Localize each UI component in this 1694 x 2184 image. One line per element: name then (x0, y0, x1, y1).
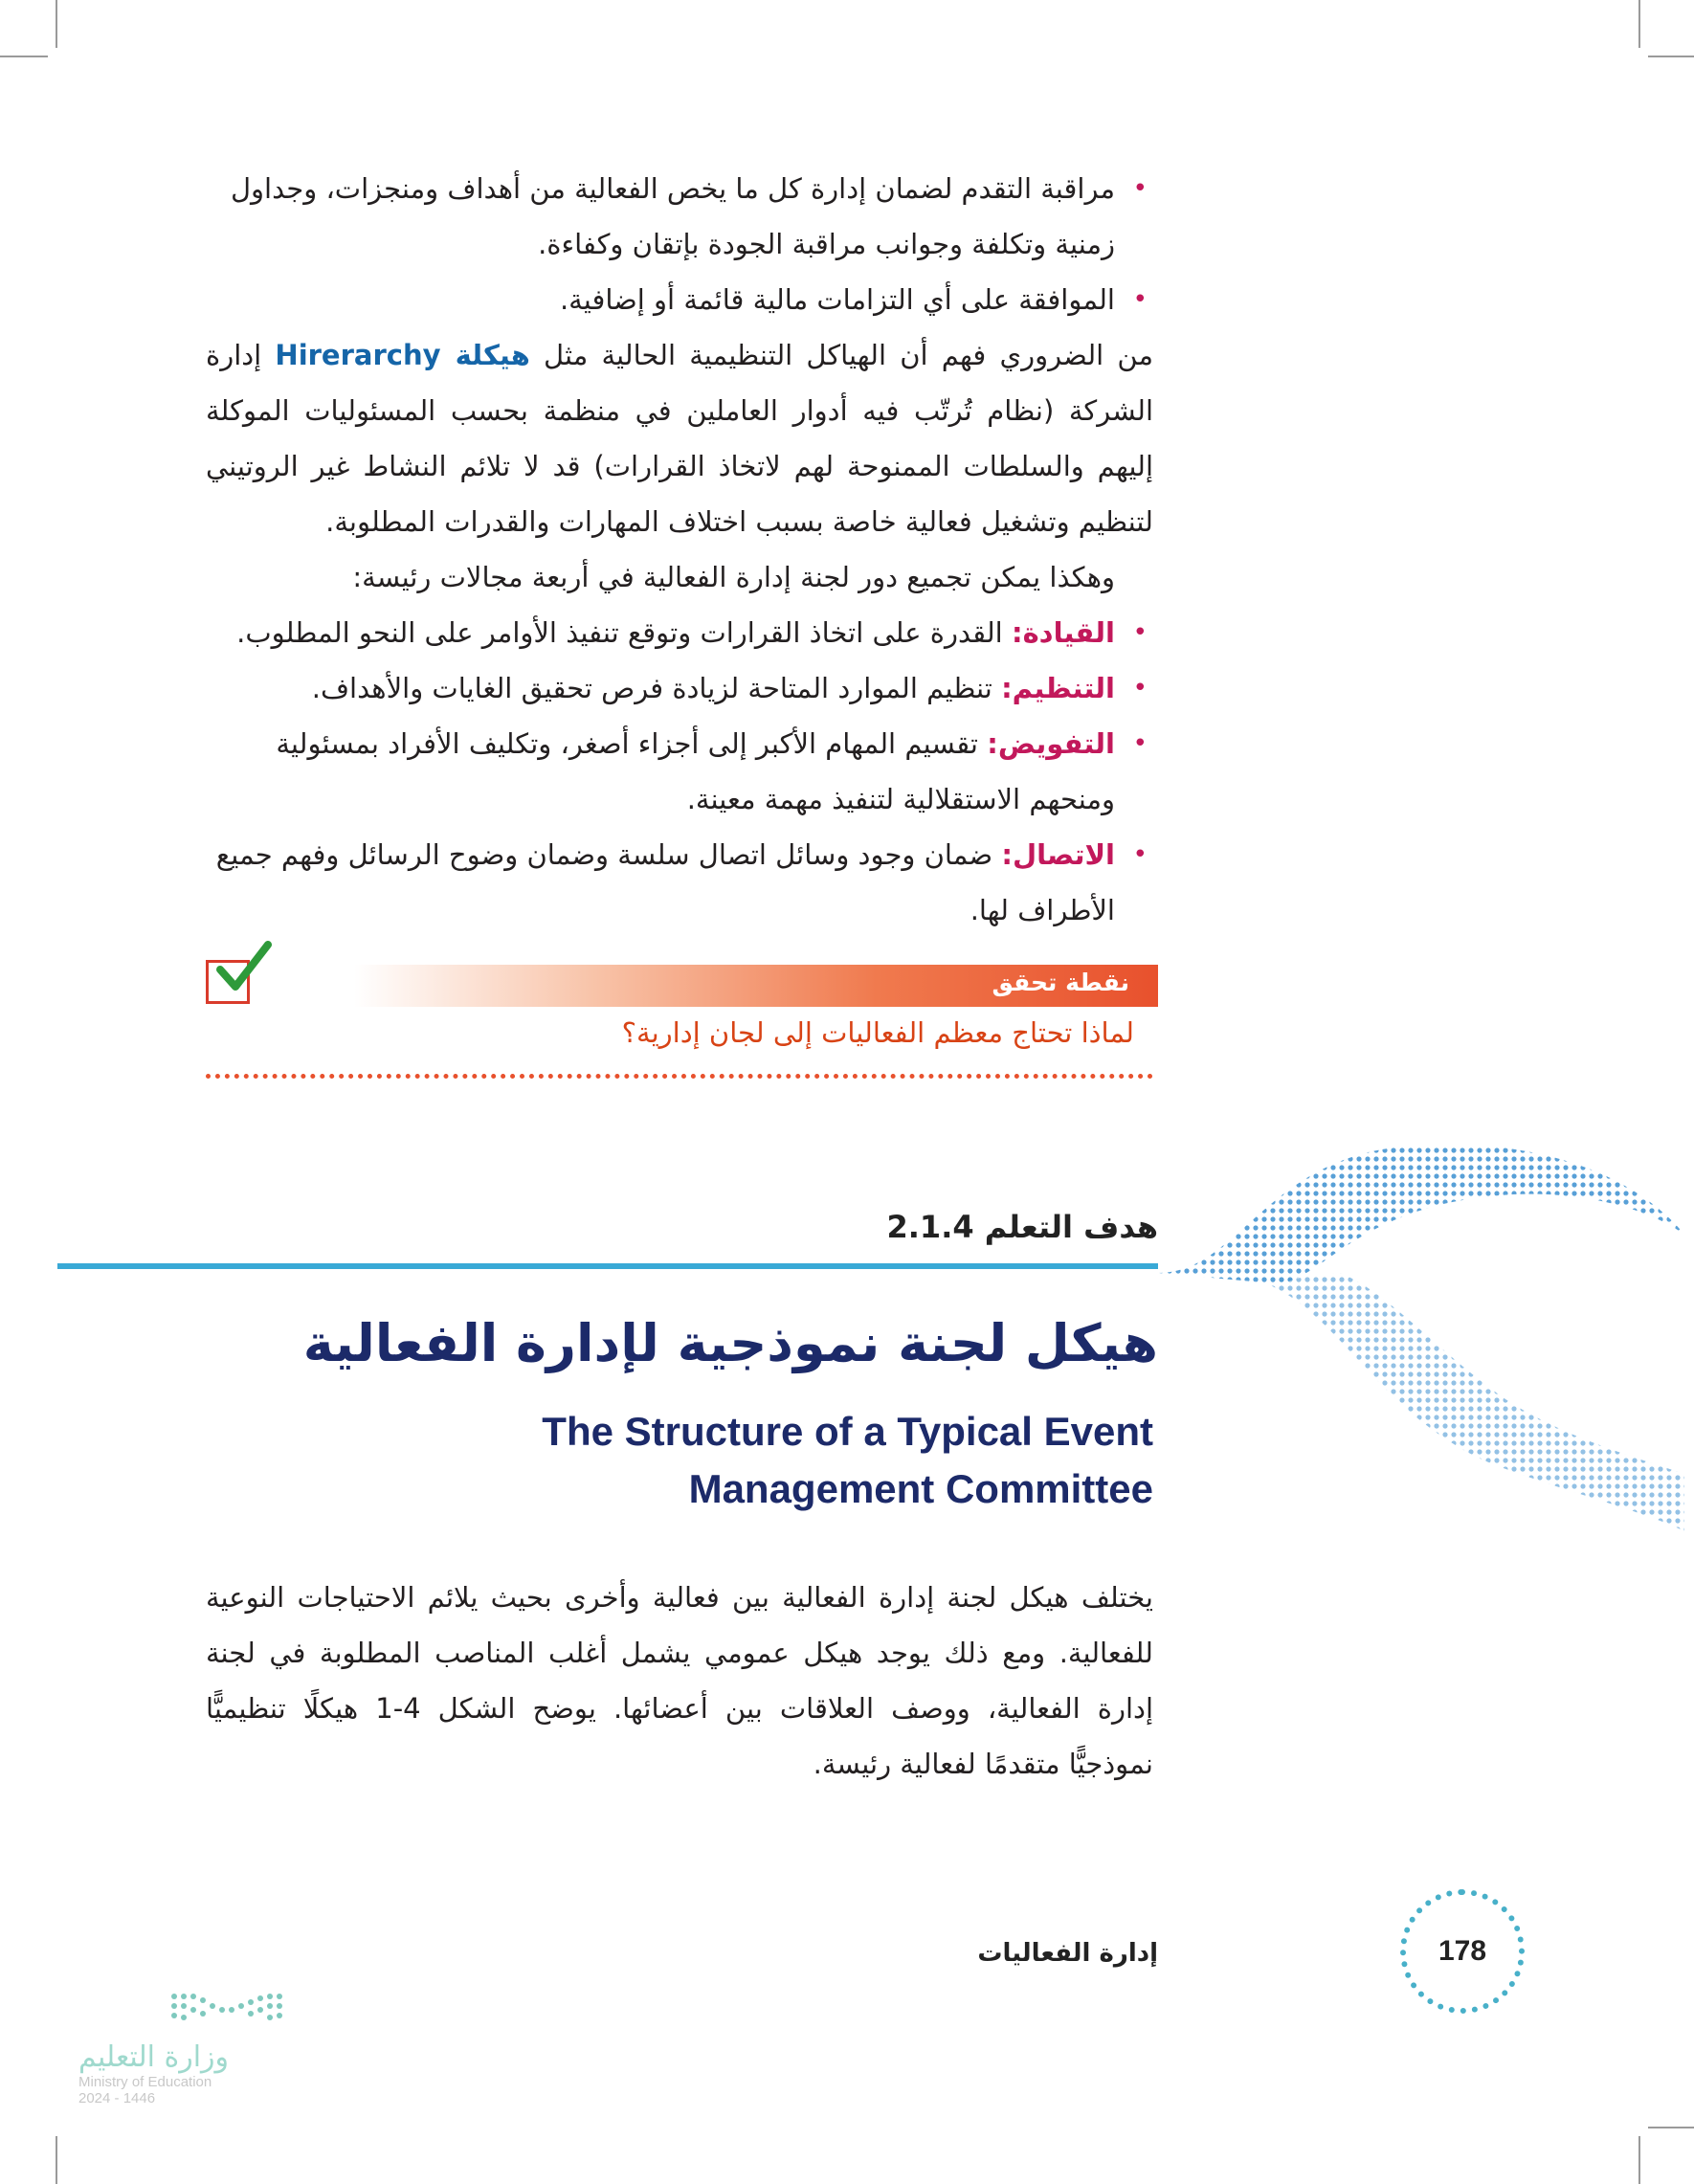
bullet-icon: • (1132, 285, 1148, 314)
book-title: إدارة الفعاليات (977, 1939, 1158, 1968)
list-item: • القيادة: القدرة على اتخاذ القرارات وتوقع تنفيذ الأوامر على النحو المطلوب. (206, 605, 1153, 660)
page-number: 178 (1400, 1889, 1525, 2014)
learning-goal: هدف التعلم 2.1.4 (886, 1209, 1158, 1245)
checkmark-icon (214, 941, 272, 998)
ministry-year: 2024 - 1446 (78, 2090, 156, 2106)
section-rule (57, 1263, 1158, 1269)
crop-mark (0, 56, 48, 57)
checkpoint-question: لماذا تحتاج معظم الفعاليات إلى لجان إدارية؟ (621, 1016, 1134, 1049)
crop-mark (1648, 56, 1694, 57)
checkpoint-label: نقطة تحقق (992, 969, 1129, 996)
top-bullet-list (206, 161, 1153, 327)
list-item: • الموافقة على أي التزامات مالية قائمة أو إضافية. (206, 272, 1153, 327)
bullet-icon: • (1132, 618, 1148, 647)
crop-mark (56, 0, 57, 48)
hierarchy-term: هيكلة Hirerarchy (275, 339, 530, 371)
bullet-icon: • (1132, 729, 1148, 758)
hierarchy-paragraph: من الضروري فهم أن الهياكل التنظيمية الحالية مثل هيكلة Hirerarchy إدارة الشركة (نظام تُرتّب فيه أدوار العاملين في منظمة بحسب المسئوليات الموكلة إليهم والسلطات الممنوحة لهم لاتخاذ القرارات) قد لا تلائم النشاط غير الروتيني لتنظيم وتشغيل فعالية خاصة بسبب اختلاف المهارات والقدرات المطلوبة. (206, 339, 1154, 538)
ministry-logo-icon (78, 1989, 308, 2037)
list-item: • مراقبة التقدم لضمان إدارة كل ما يخص الفعالية من أهداف ومنجزات، وجداول زمنية وتكلفة وجوانب مراقبة الجودة بإتقان وكفاءة. (206, 161, 1153, 272)
ministry-name-ar: وزارة التعليم (78, 2040, 230, 2074)
bullet-icon: • (1132, 840, 1148, 869)
structure-paragraph-block (206, 1570, 1153, 1792)
list-item: • التفويض: تقسيم المهام الأكبر إلى أجزاء أصغر، وتكليف الأفراد بمسئولية ومنحهم الاستقلالية لتنفيذ مهمة معينة. (206, 716, 1153, 827)
crop-mark (1648, 2127, 1694, 2128)
section-title-ar: هيكل لجنة نموذجية لإدارة الفعالية (302, 1313, 1158, 1373)
crop-mark (1638, 2136, 1640, 2184)
crop-mark (1638, 0, 1640, 48)
areas-list (206, 605, 1153, 938)
bullet-icon: • (1132, 674, 1148, 702)
list-item: • الاتصال: ضمان وجود وسائل اتصال سلسة وضمان وضوح الرسائل وفهم جميع الأطراف لها. (206, 827, 1153, 938)
dotted-wave-decoration (1148, 1129, 1694, 1531)
list-item: • التنظيم: تنظيم الموارد المتاحة لزيادة فرص تحقيق الغايات والأهداف. (206, 660, 1153, 716)
checkpoint-banner (354, 965, 1158, 1007)
ministry-name-en: Ministry of Education (78, 2074, 212, 2090)
bullet-icon: • (1132, 174, 1148, 203)
four-areas-intro: وهكذا يمكن تجميع دور لجنة إدارة الفعالية في أربعة مجالات رئيسة: (352, 561, 1115, 593)
crop-mark (56, 2136, 57, 2184)
section-title-en: The Structure of a Typical Event Management Committee (542, 1409, 1153, 1511)
dotted-divider (206, 1074, 1153, 1079)
ministry-logo (78, 1989, 318, 2106)
structure-paragraph: يختلف هيكل لجنة إدارة الفعالية بين فعالية وأخرى بحيث يلائم الاحتياجات النوعية للفعالية. ومع ذلك يوجد هيكل عمومي يشمل أغلب المناصب المطلوبة في لجنة إدارة الفعالية، ووصف العلاقات بين أعضائها. يوضح الشكل 4-1 هيكلًا تنظيميًّا نموذجيًّا متقدمًا لفعالية رئيسة. (206, 1581, 1154, 1780)
top-content (206, 161, 1153, 938)
